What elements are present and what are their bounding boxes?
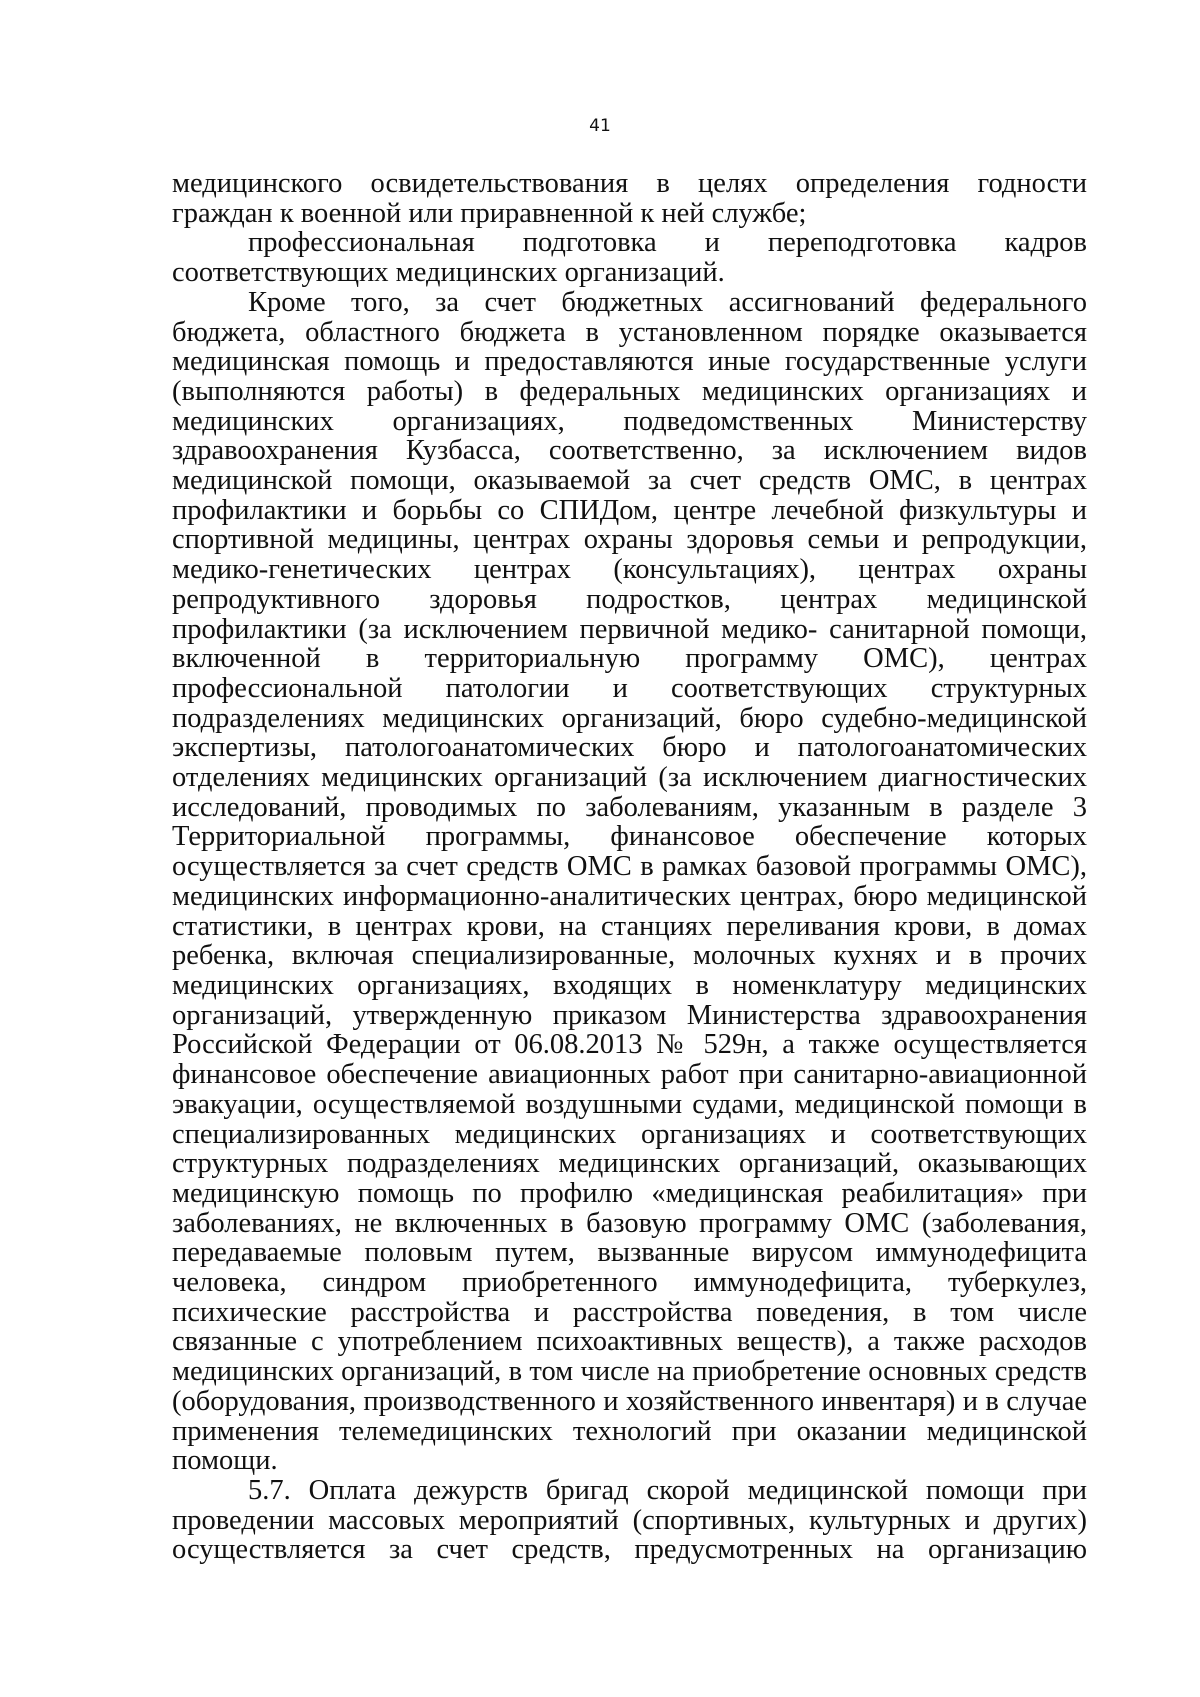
- text-line: человека, синдром приобретенного иммунодефицита, туберкулез,: [172, 1267, 1087, 1299]
- text-line: применения телемедицинских технологий при оказании медицинской: [172, 1415, 1087, 1447]
- text-line: Российской Федерации от 06.08.2013 № 529н, а также осуществляется: [172, 1029, 1087, 1061]
- text-line: эвакуации, осуществляемой воздушными судами, медицинской помощи в: [172, 1088, 1087, 1120]
- text-line: охраны здоровья семьи и репродукции, медико-генетических центрах: [172, 524, 1087, 586]
- text-line: осуществляется за счет средств ОМС в рамках базовой программы ОМС),: [172, 851, 1087, 883]
- text-line: оказываемой за счет средств ОМС, в центрах профилактики и борьбы со: [172, 465, 1088, 526]
- text-line: медицинских информационно-аналитических центрах, бюро медицинской: [172, 880, 1087, 912]
- text-line: статистики, в центрах крови, на станциях переливания крови, в домах: [172, 910, 1087, 942]
- text-line: медицинского освидетельствования в целях определения годности граждан: [172, 168, 1087, 229]
- text-line: заболеваниях, не включенных в базовую программу ОМС (заболевания,: [172, 1207, 1087, 1239]
- text-line: (оборудования, производственного и хозяйственного инвентаря) и в случае: [172, 1385, 1087, 1417]
- text-line: центрах медицинской профилактики (за исключением первичной медико-: [172, 583, 1087, 645]
- text-line: СПИДом, центре лечебной физкультуры и спортивной медицины, центрах: [172, 494, 1087, 556]
- text-line: ребенка, включая специализированные, молочных кухнях и в прочих: [172, 940, 1087, 972]
- text-line: профессиональная подготовка и переподготовка кадров: [248, 227, 1087, 259]
- paragraph-continuation: [172, 169, 1087, 228]
- text-line: Территориальной программы, финансовое обеспечение которых: [172, 821, 1087, 853]
- text-line: организаций, в том числе на приобретение основных средств: [341, 1356, 1087, 1388]
- text-line: центрах профессиональной патологии и соответствующих структурных: [172, 643, 1087, 704]
- text-line: отделениях медицинских организаций (за исключением диагностических: [172, 762, 1087, 794]
- paragraph-budget-funding: [172, 288, 1087, 1476]
- text-line: Кузбасса, соответственно, за исключением видов медицинской помощи,: [172, 435, 1088, 497]
- text-line: специализированных медицинских организациях и соответствующих: [172, 1118, 1087, 1150]
- document-body: [172, 169, 1087, 1565]
- text-line: (консультациях), центрах охраны репродуктивного здоровья подростков,: [172, 554, 1087, 615]
- text-line: с употреблением психоактивных веществ), а также расходов медицинских: [172, 1326, 1087, 1388]
- text-line: Кроме того, за счет бюджетных ассигнований федерального бюджета,: [172, 286, 1087, 348]
- text-line: 5.7. Оплата дежурств бригад скорой медицинской помощи при: [248, 1474, 1087, 1506]
- paragraph-5-7: [172, 1476, 1087, 1565]
- paragraph-professional-training: [172, 228, 1087, 287]
- text-line: областного бюджета в установленном порядке оказывается медицинская: [172, 316, 1087, 378]
- text-line: к военной или приравненной к ней службе;: [279, 197, 807, 229]
- text-line: помощь и предоставляются иные государственные услуги (выполняются: [172, 346, 1088, 407]
- text-line: санитарной помощи, включенной в территориальную программу ОМС),: [172, 613, 1087, 675]
- text-line: исследований, проводимых по заболеваниям, указанным в разделе 3: [172, 791, 1087, 823]
- text-line: организаций, утвержденную приказом Министерства здравоохранения: [172, 999, 1087, 1031]
- page-number: 41: [589, 116, 611, 136]
- text-line: соответствующих медицинских организаций.: [172, 257, 725, 289]
- text-line: медицинскую помощь по профилю «медицинская реабилитация» при: [172, 1177, 1087, 1209]
- text-line: помощи.: [172, 1445, 278, 1477]
- text-line: подразделениях медицинских организаций, бюро судебно-медицинской: [172, 702, 1087, 734]
- text-line: осуществляется за счет средств, предусмотренных на организацию: [172, 1534, 1087, 1566]
- text-line: передаваемые половым путем, вызванные вирусом иммунодефицита: [172, 1237, 1087, 1269]
- text-line: экспертизы, патологоанатомических бюро и патологоанатомических: [172, 732, 1087, 764]
- text-line: психические расстройства и расстройства поведения, в том числе связанные: [172, 1296, 1087, 1358]
- text-line: проведении массовых мероприятий (спортивных, культурных и других): [172, 1504, 1087, 1536]
- text-line: структурных подразделениях медицинских организаций, оказывающих: [172, 1148, 1087, 1180]
- text-line: финансовое обеспечение авиационных работ при санитарно-авиационной: [172, 1059, 1087, 1091]
- text-line: организациях, подведомственных Министерству здравоохранения: [172, 405, 1087, 467]
- text-line: медицинских организациях, входящих в номенклатуру медицинских: [172, 969, 1087, 1001]
- text-line: работы) в федеральных медицинских организациях и медицинских: [172, 375, 1088, 437]
